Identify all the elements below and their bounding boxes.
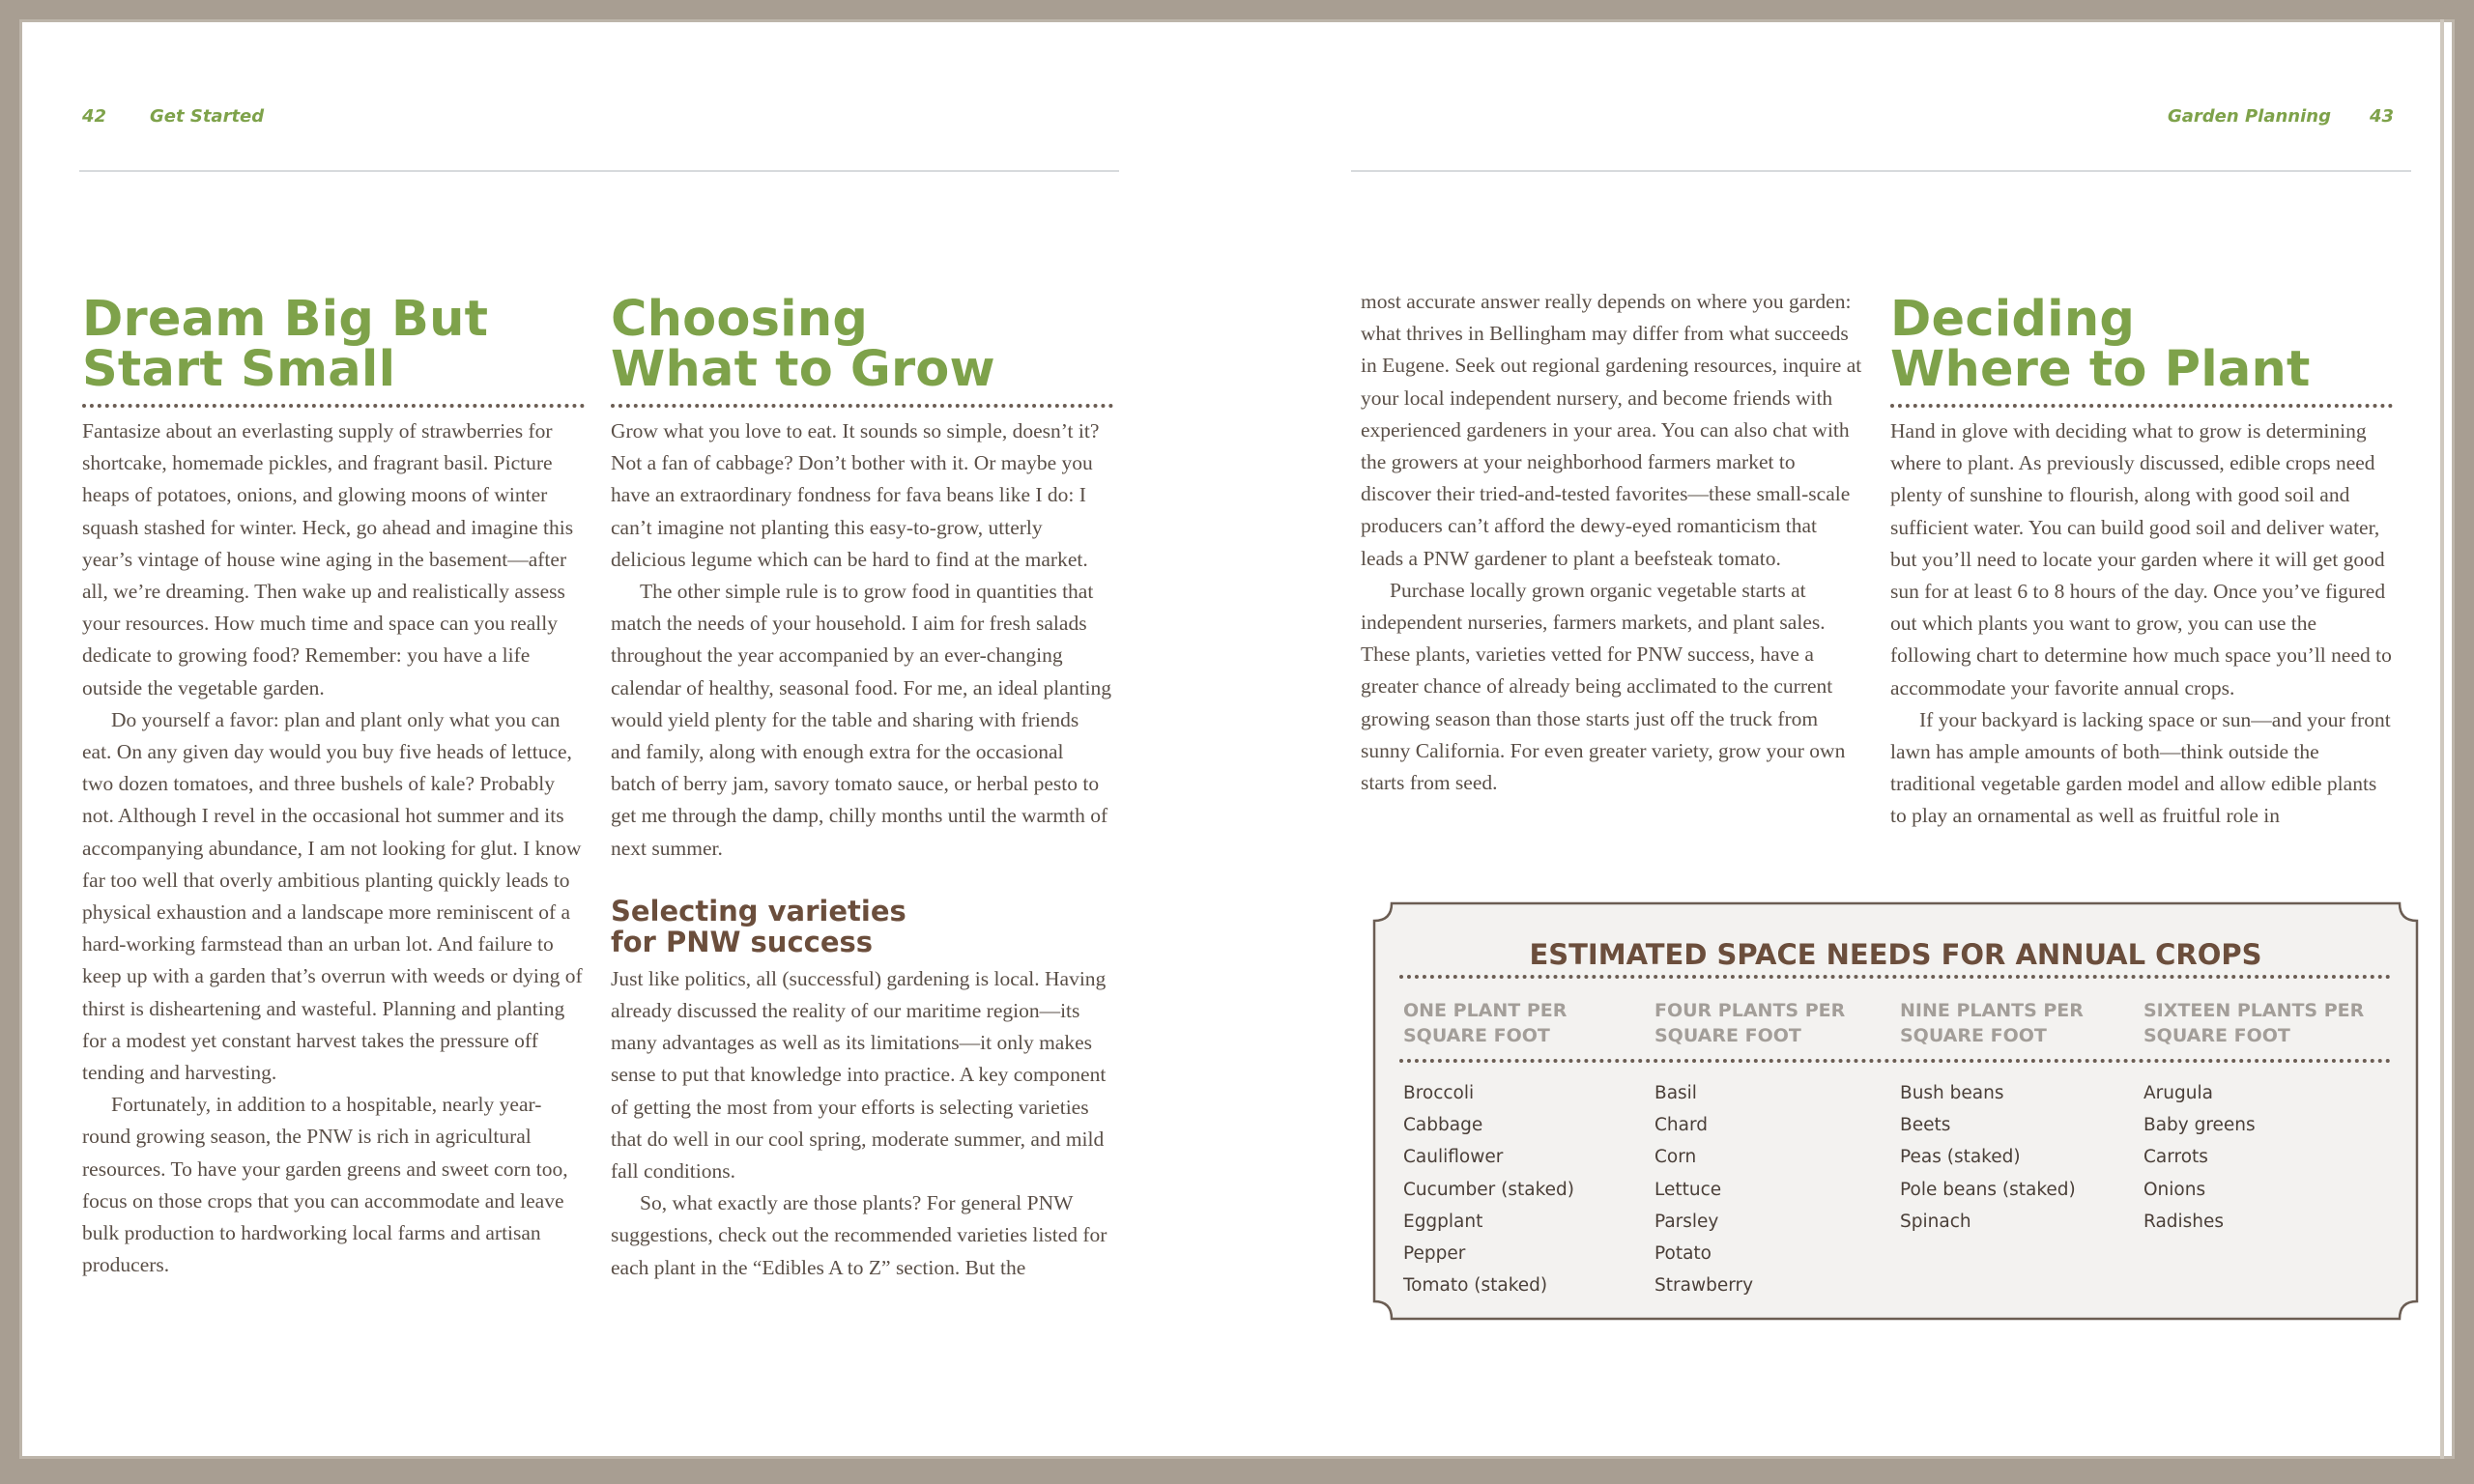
chart-cell: Beets — [1900, 1115, 1951, 1136]
chart-cell: Parsley — [1654, 1211, 1719, 1232]
paragraph: Purchase locally grown organic vegetable starts at independent nurseries, farmers markets, and plant sales. These plants, varieties vetted for PNW success, have a greater chance of already being acclimated to the current growing season than those starts just off the truck from sunny California. For even greater variety, grow your own starts from seed. — [1361, 578, 1846, 795]
header-line: ONE PLANT PER — [1403, 1000, 1568, 1021]
paragraph: most accurate answer really depends on where you garden: what thrives in Bellingham may differ from what succeeds in Eugene. Seek out regional gardening resources, inquire at your local independent nursery, and become friends with experienced gardeners in your area. You can also chat with the growers at your neighborhood farmers market to discover their tried-and-tested favorites—these small-scale producers can’t afford the dewy-eyed romanticism that leads a PNW gardener to plant a beefsteak tomato. — [1361, 290, 1862, 570]
chart-cell: Eggplant — [1403, 1211, 1483, 1232]
paragraph: Do yourself a favor: plan and plant only what you can eat. On any given day would you buy five heads of lettuce, two dozen tomatoes, and three bushels of kale? Probably not. Although I revel in the occasional hot summer and its accompanying abundance, I am not looking for glut. I know far too well that overly ambitious planting quickly leads to physical exhaustion and a landscape more reminiscent of a hard-working farmstead than an urban lot. And failure to keep up with a garden that’s overrun with weeds or dying of thirst is disheartening and wasteful. Planning and planting for a modest yet constant harvest takes the pressure off tending and harvesting. — [82, 707, 583, 1085]
paragraph: So, what exactly are those plants? For general PNW suggestions, check out the recommended varieties listed for each plant in the “Edibles A to Z” section. But the — [611, 1191, 1108, 1279]
book-spread — [19, 19, 2455, 1459]
chart-column-one-plant — [1403, 998, 1645, 1301]
header-line: SQUARE FOOT — [1654, 1025, 1801, 1046]
chart-column-four-plants — [1654, 998, 1896, 1301]
chart-cell: Peas (staked) — [1900, 1147, 2021, 1168]
chart-title-divider — [1399, 975, 2391, 979]
chart-item-list — [2143, 1077, 2385, 1238]
paragraph: Grow what you love to eat. It sounds so simple, doesn’t it? Not a fan of cabbage? Don’t bother with it. Or maybe you have an extraordinary fondness for fava beans like I do: I can’t imagine not planting this easy-to-grow, utterly delicious legume which can be hard to find at the market. — [611, 419, 1100, 571]
section-heading-dream-big — [82, 291, 585, 398]
heading-line: Start Small — [82, 341, 396, 398]
chart-column-header — [1654, 998, 1896, 1048]
chart-cell: Lettuce — [1654, 1179, 1722, 1200]
dotted-divider — [611, 404, 1113, 408]
paragraph: Fortunately, in addition to a hospitable, nearly year-round growing season, the PNW is rich in agricultural resources. To have your garden greens and sweet corn too, focus on those crops that you can accommodate and leave bulk production to hardworking local farms and artisan producers. — [82, 1093, 568, 1277]
chart-item-list — [1403, 1077, 1645, 1301]
chart-cell: Cucumber (staked) — [1403, 1179, 1575, 1200]
header-line: FOUR PLANTS PER — [1654, 1000, 1846, 1021]
chart-cell: Cauliflower — [1403, 1147, 1504, 1168]
header-line: SQUARE FOOT — [1900, 1025, 2047, 1046]
chart-cell: Onions — [2143, 1179, 2206, 1200]
chart-cell: Spinach — [1900, 1211, 1971, 1232]
chart-item-list — [1654, 1077, 1896, 1301]
chart-column-header — [1900, 998, 2142, 1048]
chart-cell: Pole beans (staked) — [1900, 1179, 2076, 1200]
chart-item-list — [1900, 1077, 2142, 1238]
heading-line: Where to Plant — [1890, 341, 2311, 398]
chart-cell: Strawberry — [1654, 1275, 1754, 1297]
column-choosing — [611, 291, 1113, 1284]
chart-cell: Carrots — [2143, 1147, 2208, 1168]
dotted-divider — [1890, 404, 2393, 408]
chart-cell: Radishes — [2143, 1211, 2225, 1232]
left-header-rule — [79, 170, 1119, 172]
heading-line: What to Grow — [611, 341, 995, 398]
left-section-title: Get Started — [150, 106, 265, 127]
chart-column-sixteen-plants — [2143, 998, 2385, 1238]
heading-line: Deciding — [1890, 291, 2136, 348]
chart-cell: Corn — [1654, 1147, 1697, 1168]
section-heading-choosing — [611, 291, 1113, 398]
subheading-line: Selecting varieties — [611, 894, 906, 928]
chart-column-header — [1403, 998, 1645, 1048]
chart-cell: Cabbage — [1403, 1115, 1483, 1136]
heading-line: Choosing — [611, 291, 869, 348]
heading-line: Dream Big But — [82, 291, 489, 348]
chart-cell: Baby greens — [2143, 1115, 2256, 1136]
subheading-line: for PNW success — [611, 925, 874, 958]
section-heading-deciding — [1890, 291, 2393, 398]
chart-cell: Basil — [1654, 1083, 1697, 1103]
chart-column-header — [2143, 998, 2385, 1048]
chart-title: ESTIMATED SPACE NEEDS FOR ANNUAL CROPS — [1529, 938, 2262, 971]
paragraph: The other simple rule is to grow food in quantities that match the needs of your household. I aim for fresh salads throughout the year accompanied by an ever-changing calendar of healthy, seasonal food. For me, an ideal planting would yield plenty for the table and sharing with friends and family, along with enough extra for the occasional batch of berry jam, savory tomato sauce, or herbal pesto to get me through the damp, chilly months until the warmth of next summer. — [611, 580, 1112, 860]
chart-cell: Arugula — [2143, 1083, 2213, 1103]
paragraph: If your backyard is lacking space or sun—and your front lawn has ample amounts of both—think outside the traditional vegetable garden model and allow edible plants to play an ornamental as well as fruitful role in — [1890, 707, 2391, 828]
column-dream-big — [82, 291, 585, 1281]
paragraph: Hand in glove with deciding what to grow is determining where to plant. As previously discussed, edible crops need plenty of sunshine to flourish, along with good soil and sufficient water. You can build good soil and deliver water, but you’ll need to locate your garden where it will get good sun for at least 6 to 8 hours of the day. Once you’ve figured out which plants you want to grow, you can use the following chart to determine how much space you’ll need to accommodate your favorite annual crops. — [1890, 419, 2392, 699]
paragraph: Just like politics, all (successful) gardening is local. Having already discussed the reality of our maritime region—its many advantages as well as its limitations—it only makes sense to put that knowledge into practice. A key component of getting the most from your efforts is selecting varieties that do well in our cool spring, moderate summer, and mild fall conditions. — [611, 966, 1107, 1184]
column-deciding — [1890, 291, 2393, 833]
header-line: SQUARE FOOT — [1403, 1025, 1550, 1046]
subheading-selecting-varieties — [611, 896, 1113, 957]
column-continued — [1361, 286, 1863, 799]
left-page-number: 42 — [82, 106, 107, 127]
chart-cell: Chard — [1654, 1115, 1709, 1136]
header-line: SQUARE FOOT — [2143, 1025, 2290, 1046]
chart-cell: Tomato (staked) — [1403, 1275, 1548, 1297]
right-page-number: 43 — [2370, 106, 2395, 127]
right-section-title: Garden Planning — [2168, 106, 2331, 127]
header-line: SIXTEEN PLANTS PER — [2143, 1000, 2365, 1021]
right-header-rule — [1351, 170, 2411, 172]
chart-cell: Bush beans — [1900, 1083, 2004, 1103]
chart-cell: Pepper — [1403, 1243, 1466, 1265]
header-line: NINE PLANTS PER — [1900, 1000, 2084, 1021]
page-edge — [2440, 19, 2444, 1459]
dotted-divider — [82, 404, 585, 408]
space-needs-chart — [1372, 901, 2419, 1321]
chart-cell: Potato — [1654, 1243, 1712, 1265]
paragraph: Fantasize about an everlasting supply of strawberries for shortcake, homemade pickles, and fragrant basil. Picture heaps of potatoes, onions, and glowing moons of winter squash stashed for winter. Heck, go ahead and imagine this year’s vintage of house wine aging in the basement—after all, we’re dreaming. Then wake up and realistically assess your resources. How much time and space can you really dedicate to growing food? Remember: you have a life outside the vegetable garden. — [82, 419, 574, 699]
chart-column-nine-plants — [1900, 998, 2142, 1238]
chart-cell: Broccoli — [1403, 1083, 1475, 1103]
